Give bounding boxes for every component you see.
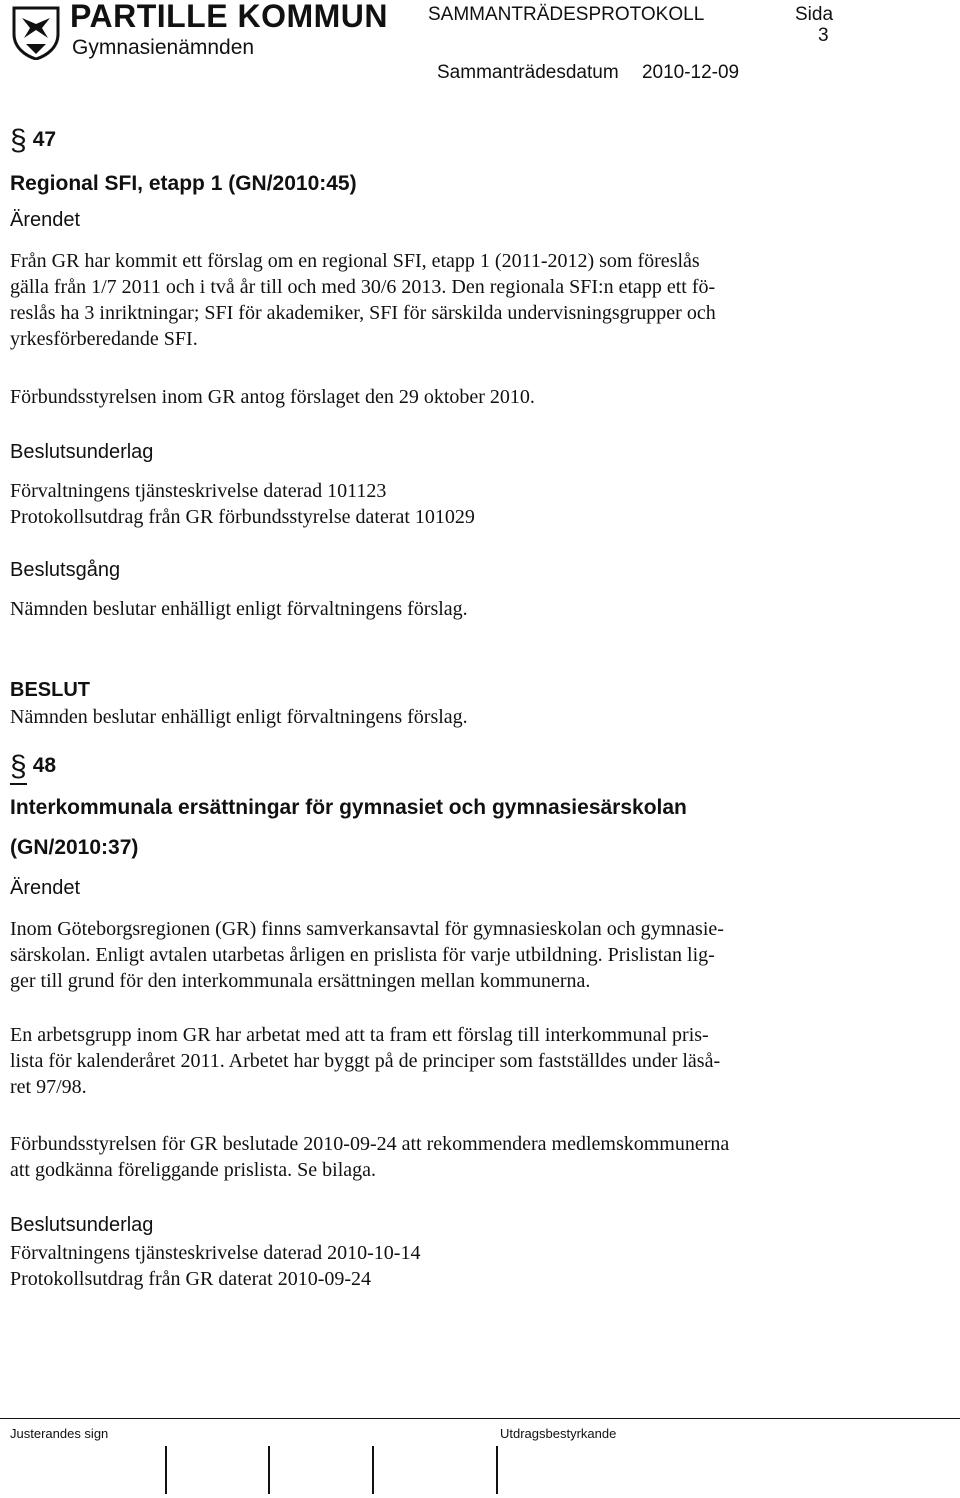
paragraph-sign-icon: §	[10, 124, 27, 157]
meeting-date-label: Sammanträdesdatum	[437, 62, 619, 83]
text-line: reslås ha 3 inriktningar; SFI för akademiker, SFI för särskilda undervisningsgrupper och	[10, 302, 716, 324]
utdragsbestyrkande-label: Utdragsbestyrkande	[500, 1426, 617, 1441]
beslut-text: Nämnden beslutar enhälligt enligt förvaltningens förslag.	[10, 706, 468, 728]
list-item: Förvaltningens tjänsteskrivelse daterad 2010-10-14	[10, 1242, 421, 1264]
arendet-paragraph-2	[10, 1022, 840, 1100]
beslutsgang-text: Nämnden beslutar enhälligt enligt förvaltningens förslag.	[10, 598, 468, 620]
municipal-crest-logo	[10, 4, 62, 60]
text-line: lista för kalenderåret 2011. Arbetet har byggt på de principer som fastställdes under läså-	[10, 1050, 721, 1072]
forbund-text: Förbundsstyrelsen inom GR antog förslaget den 29 oktober 2010.	[10, 386, 535, 408]
arendet-paragraph-1	[10, 916, 840, 994]
list-item: Förvaltningens tjänsteskrivelse daterad 101123	[10, 480, 387, 502]
page-number: 3	[818, 25, 829, 46]
justerandes-sign-label: Justerandes sign	[10, 1426, 109, 1441]
beslutsunderlag-list	[10, 1240, 840, 1292]
text-line: gälla från 1/7 2011 och i två år till och med 30/6 2013. Den regionala SFI:n etapp ett fö-	[10, 276, 716, 298]
beslutsunderlag-list	[10, 478, 840, 530]
text-line: Förbundsstyrelsen för GR beslutade 2010-09-24 att rekommendera medlemskommunerna	[10, 1133, 730, 1155]
page-label: Sida	[795, 4, 834, 25]
text-line: yrkesförberedande SFI.	[10, 328, 198, 350]
text-line: särskolan. Enligt avtalen utarbetas årligen en prislista för varje utbildning. Prislistan lig-	[10, 944, 715, 966]
organization-name: PARTILLE KOMMUN	[70, 0, 388, 34]
arendet-text	[10, 248, 840, 352]
text-line: ger till grund för den interkommunala ersättningen mellan kommunerna.	[10, 970, 591, 992]
section-48-heading	[10, 752, 56, 785]
section-title-case-number: (GN/2010:37)	[10, 836, 139, 859]
text-line: En arbetsgrupp inom GR har arbetat med att ta fram ett förslag till interkommunal pris-	[10, 1024, 709, 1046]
signature-box-divider	[372, 1446, 374, 1494]
paragraph-sign-icon: §	[10, 750, 27, 783]
beslutsunderlag-heading: Beslutsunderlag	[10, 1214, 154, 1236]
signature-box-divider	[165, 1446, 167, 1494]
beslutsgang-heading: Beslutsgång	[10, 559, 121, 581]
section-number: 48	[32, 754, 57, 777]
arendet-heading: Ärendet	[10, 877, 81, 899]
document-type: SAMMANTRÄDESPROTOKOLL	[428, 4, 705, 25]
meeting-date-value: 2010-12-09	[641, 62, 740, 83]
signature-box-divider	[496, 1446, 498, 1494]
section-title: Regional SFI, etapp 1 (GN/2010:45)	[10, 172, 357, 195]
signature-box-divider	[268, 1446, 270, 1494]
section-title: Interkommunala ersättningar för gymnasiet och gymnasiesärskolan	[10, 796, 687, 819]
beslutsunderlag-heading: Beslutsunderlag	[10, 441, 154, 463]
beslut-heading: BESLUT	[10, 679, 90, 701]
text-line: ret 97/98.	[10, 1076, 87, 1098]
list-item: Protokollsutdrag från GR daterat 2010-09-24	[10, 1268, 372, 1290]
arendet-paragraph-3	[10, 1131, 840, 1183]
committee-name: Gymnasienämnden	[72, 36, 255, 59]
text-line: Inom Göteborgsregionen (GR) finns samverkansavtal för gymnasieskolan och gymnasie-	[10, 918, 724, 940]
meeting-date	[437, 62, 739, 84]
footer-divider	[0, 1418, 960, 1419]
list-item: Protokollsutdrag från GR förbundsstyrelse daterat 101029	[10, 506, 475, 528]
text-line: Från GR har kommit ett förslag om en regional SFI, etapp 1 (2011-2012) som föreslås	[10, 250, 700, 272]
arendet-heading: Ärendet	[10, 209, 81, 231]
section-47-heading	[10, 126, 56, 156]
section-number: 47	[32, 128, 57, 151]
text-line: att godkänna föreliggande prislista. Se bilaga.	[10, 1159, 377, 1181]
